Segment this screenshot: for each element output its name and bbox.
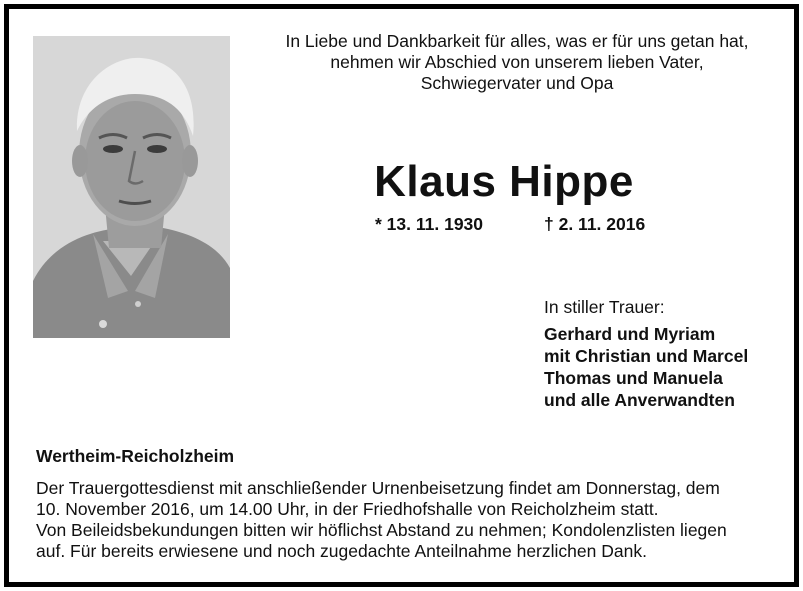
notice-line: Der Trauergottesdienst mit anschließender Urnenbeisetzung findet am Donnerstag, dem	[36, 478, 720, 498]
notice-line: Von Beileidsbekundungen bitten wir höflichst Abstand zu nehmen; Kondolenzlisten liegen	[36, 520, 727, 540]
intro-text	[247, 31, 787, 94]
intro-line: In Liebe und Dankbarkeit für alles, was er für uns getan hat,	[285, 31, 749, 51]
location-heading: Wertheim-Reicholzheim	[36, 446, 235, 466]
death-date: † 2. 11. 2016	[544, 214, 646, 234]
notice-line: auf. Für bereits erwiesene und noch zugedachte Anteilnahme herzlichen Dank.	[36, 541, 647, 561]
deceased-name: Klaus Hippe	[374, 157, 634, 206]
mourner-name: Gerhard und Myriam	[544, 324, 716, 344]
mourner-list	[544, 323, 748, 411]
mourning-heading: In stiller Trauer:	[544, 297, 665, 317]
portrait-illustration	[33, 36, 230, 338]
obituary-frame	[4, 4, 799, 587]
mourner-name: und alle Anverwandten	[544, 390, 735, 410]
portrait-photo	[33, 36, 230, 338]
service-notice	[36, 478, 786, 562]
mourner-name: Thomas und Manuela	[544, 368, 723, 388]
mourner-name: mit Christian und Marcel	[544, 346, 749, 366]
intro-line: Schwiegervater und Opa	[420, 73, 614, 93]
notice-line: 10. November 2016, um 14.00 Uhr, in der Friedhofshalle von Reicholzheim statt.	[36, 499, 659, 519]
birth-date: * 13. 11. 1930	[375, 214, 484, 234]
intro-line: nehmen wir Abschied von unserem lieben Vater,	[330, 52, 704, 72]
